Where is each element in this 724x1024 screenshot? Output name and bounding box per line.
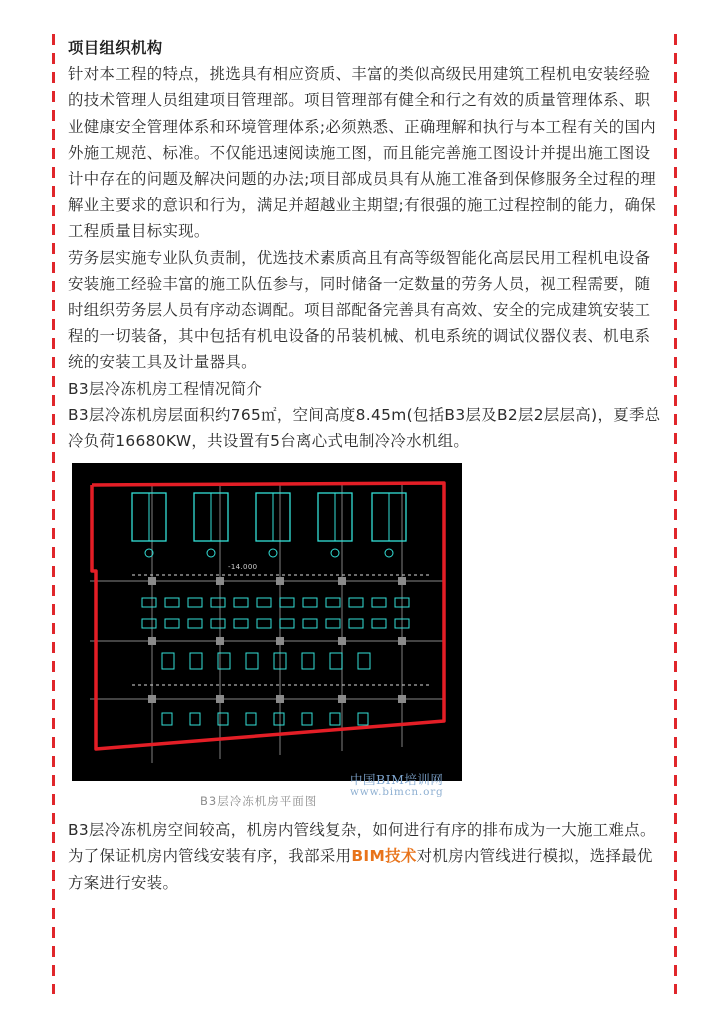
floor-plan-figure [72,463,462,808]
paragraph-bim [68,817,662,896]
watermark-title: 中国BIM培训网 [350,772,444,788]
subsection-title: B3层冷冻机房工程情况简介 [68,379,263,398]
paragraph-team: 针对本工程的特点，挑选具有相应资质、丰富的类似高级民用建筑工程机电安装经验的技术管理人员组建项目管理部。项目管理部有健全和行之有效的质量管理体系、职业健康安全管理体系和环境管理体系;必须熟悉、正确理解和执行与本工程有关的国内外施工规范、标准。不仅能迅速阅读施工图，而且能完善施工图设计并提出施工图设计中存在的问题及解决问题的办法;项目部成员具有从施工准备到保修服务全过程的理解业主要求的意识和行为，满足并超越业主期望;有很强的施工过程控制的能力，确保工程质量目标实现。 [68,65,656,241]
column [276,637,284,645]
paragraph-room-overview: B3层冷冻机房层面积约765㎡，空间高度8.45m(包括B3层及B2层2层层高)，夏季总冷负荷16680KW，共设置有5台离心式电制冷冷水机组。 [68,405,661,451]
right-dashed-border [674,34,677,994]
column [148,695,156,703]
watermark [350,773,460,799]
watermark-url: www.bimcn.org [350,786,444,799]
column [338,695,346,703]
cad-background [72,463,462,781]
section-title: 项目组织机构 [68,39,163,57]
left-dashed-border [52,34,55,994]
column [148,637,156,645]
column [216,637,224,645]
column [398,637,406,645]
article-content [68,35,662,896]
column [216,577,224,585]
column [398,577,406,585]
floor-plan-drawing [72,463,462,808]
figure-caption: B3层冷冻机房平面图 [200,794,318,809]
elevation-label: -14.000 [228,563,258,572]
column [276,695,284,703]
column [216,695,224,703]
bim-highlight[interactable]: BIM技术 [351,847,417,866]
column [148,577,156,585]
bim-text-after: 对机房内管线进行模拟，选择最优方案进行安装。 [68,847,653,892]
column [338,637,346,645]
column [398,695,406,703]
column [276,577,284,585]
paragraph-labor: 劳务层实施专业队负责制，优选技术素质高且有高等级智能化高层民用工程机电设备安装施工经验丰富的施工队伍参与，同时储备一定数量的劳务人员，视工程需要，随时组织劳务层人员有序动态调配。项目部配备完善具有高效、安全的完成建筑安装工程的一切装备，其中包括有机电设备的吊装机械、机电系统的调试仪器仪表、机电系统的安装工具及计量器具。 [68,248,651,372]
column [338,577,346,585]
bim-text-before: B3层冷冻机房空间较高，机房内管线复杂，如何进行有序的排布成为一大施工难点。为了保证机房内管线安装有序，我部采用 [68,821,656,866]
